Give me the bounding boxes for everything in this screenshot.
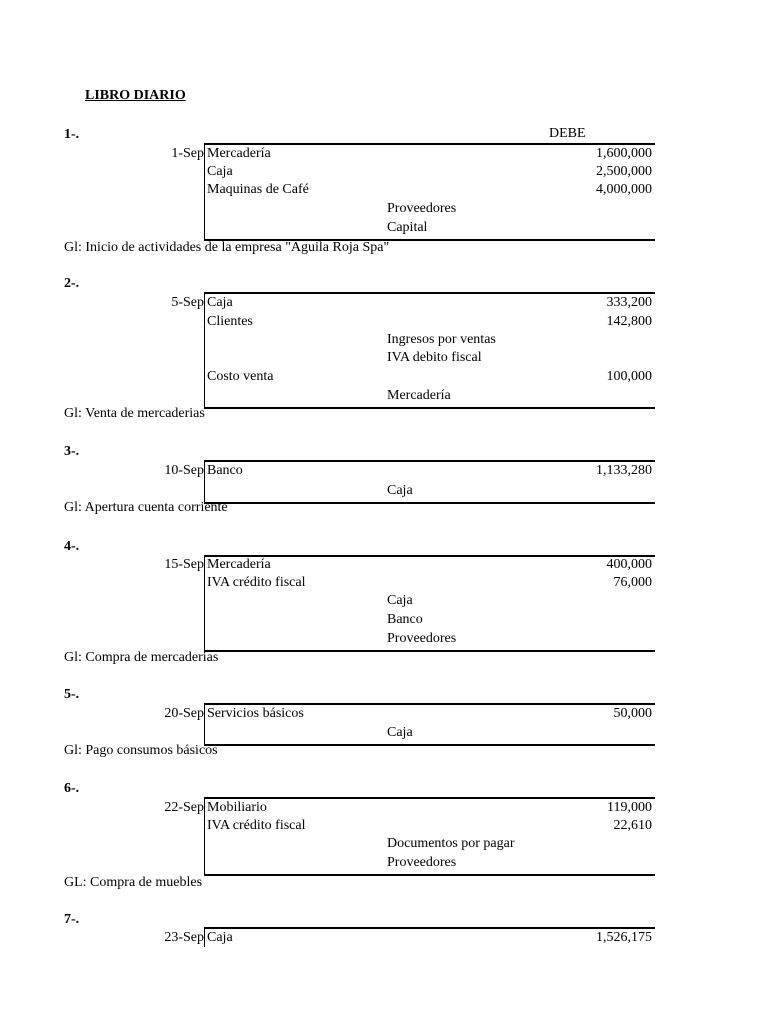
table-row (205, 818, 656, 837)
entry-gloss: Gl: Venta de mercaderias (64, 406, 205, 421)
entry-number: 4-. (64, 539, 80, 554)
debit-amount: 2,500,000 (596, 164, 652, 179)
table-row (205, 593, 656, 612)
debit-amount: 1,526,175 (596, 930, 652, 945)
table-row (205, 706, 656, 725)
entry-date: 15-Sep (164, 557, 204, 572)
debit-amount: 22,610 (613, 818, 652, 833)
entry-date: 20-Sep (164, 706, 204, 721)
debit-account: Caja (207, 295, 233, 310)
table-row (205, 800, 656, 819)
credit-account: Mercadería (387, 388, 451, 403)
debit-amount: 76,000 (613, 575, 652, 590)
entry-table (204, 703, 655, 746)
debit-account: Caja (207, 930, 233, 945)
debe-column-header: DEBE (549, 126, 586, 141)
table-row (205, 182, 656, 201)
debit-account: Banco (207, 463, 243, 478)
debit-account: Caja (207, 164, 233, 179)
credit-account: Caja (387, 483, 413, 498)
entry-number: 1-. (64, 127, 80, 142)
table-row (205, 557, 656, 576)
table-row (205, 463, 656, 482)
credit-account: IVA debito fiscal (387, 350, 482, 365)
debit-account: Costo venta (207, 369, 274, 384)
debit-amount: 333,200 (606, 295, 652, 310)
table-row (205, 295, 656, 314)
table-row (205, 836, 656, 855)
table-row (205, 369, 656, 388)
entry-table (204, 292, 655, 409)
entry-gloss: GL: Compra de muebles (64, 875, 203, 890)
page-title: LIBRO DIARIO (85, 88, 186, 103)
debit-account: IVA crédito fiscal (207, 575, 306, 590)
table-row (205, 725, 656, 744)
credit-account: Capital (387, 220, 428, 235)
credit-account: Caja (387, 725, 413, 740)
debit-amount: 1,600,000 (596, 146, 652, 161)
entry-gloss: Gl: Inicio de actividades de la empresa "Aguila Roja Spa" (64, 240, 390, 255)
entry-gloss: Gl: Pago consumos básicos (64, 743, 218, 758)
entry-gloss: Gl: Apertura cuenta corriente (64, 500, 228, 515)
debit-account: Mercadería (207, 146, 271, 161)
debit-account: Servicios básicos (207, 706, 304, 721)
entry-table (204, 460, 655, 504)
table-row (205, 220, 656, 239)
entry-number: 2-. (64, 276, 80, 291)
debit-account: Clientes (207, 314, 253, 329)
credit-account: Banco (387, 612, 423, 627)
credit-account: Proveedores (387, 631, 457, 646)
table-row (205, 612, 656, 631)
debit-account: Maquinas de Café (207, 182, 309, 197)
debit-amount: 4,000,000 (596, 182, 652, 197)
entry-date: 10-Sep (164, 463, 204, 478)
debit-account: IVA crédito fiscal (207, 818, 306, 833)
debit-amount: 100,000 (606, 369, 652, 384)
entry-table (204, 143, 655, 241)
credit-account: Ingresos por ventas (387, 332, 496, 347)
entry-number: 3-. (64, 444, 80, 459)
table-row (205, 201, 656, 220)
debit-amount: 50,000 (613, 706, 652, 721)
entry-date: 23-Sep (164, 930, 204, 945)
table-row (205, 350, 656, 369)
entry-table (204, 555, 655, 652)
entry-number: 7-. (64, 912, 80, 927)
table-row (205, 146, 656, 165)
table-row (205, 631, 656, 650)
table-row (205, 164, 656, 183)
entry-gloss: Gl: Compra de mercaderias (64, 650, 219, 665)
debit-account: Mobiliario (207, 800, 267, 815)
credit-account: Caja (387, 593, 413, 608)
table-row (205, 930, 656, 949)
debit-amount: 1,133,280 (596, 463, 652, 478)
debit-amount: 400,000 (606, 557, 652, 572)
entry-table (204, 797, 655, 876)
entry-date: 5-Sep (171, 295, 204, 310)
debit-account: Mercadería (207, 557, 271, 572)
table-row (205, 855, 656, 874)
table-row (205, 332, 656, 351)
debit-amount: 142,800 (606, 314, 652, 329)
credit-account: Proveedores (387, 855, 457, 870)
table-row (205, 575, 656, 594)
entry-number: 6-. (64, 781, 80, 796)
debit-amount: 119,000 (607, 800, 652, 815)
credit-account: Proveedores (387, 201, 457, 216)
entry-table (204, 927, 655, 947)
table-row (205, 483, 656, 502)
table-row (205, 388, 656, 407)
table-row (205, 314, 656, 333)
entry-date: 22-Sep (164, 800, 204, 815)
entry-date: 1-Sep (171, 146, 204, 161)
credit-account: Documentos por pagar (387, 836, 515, 851)
entry-number: 5-. (64, 687, 80, 702)
